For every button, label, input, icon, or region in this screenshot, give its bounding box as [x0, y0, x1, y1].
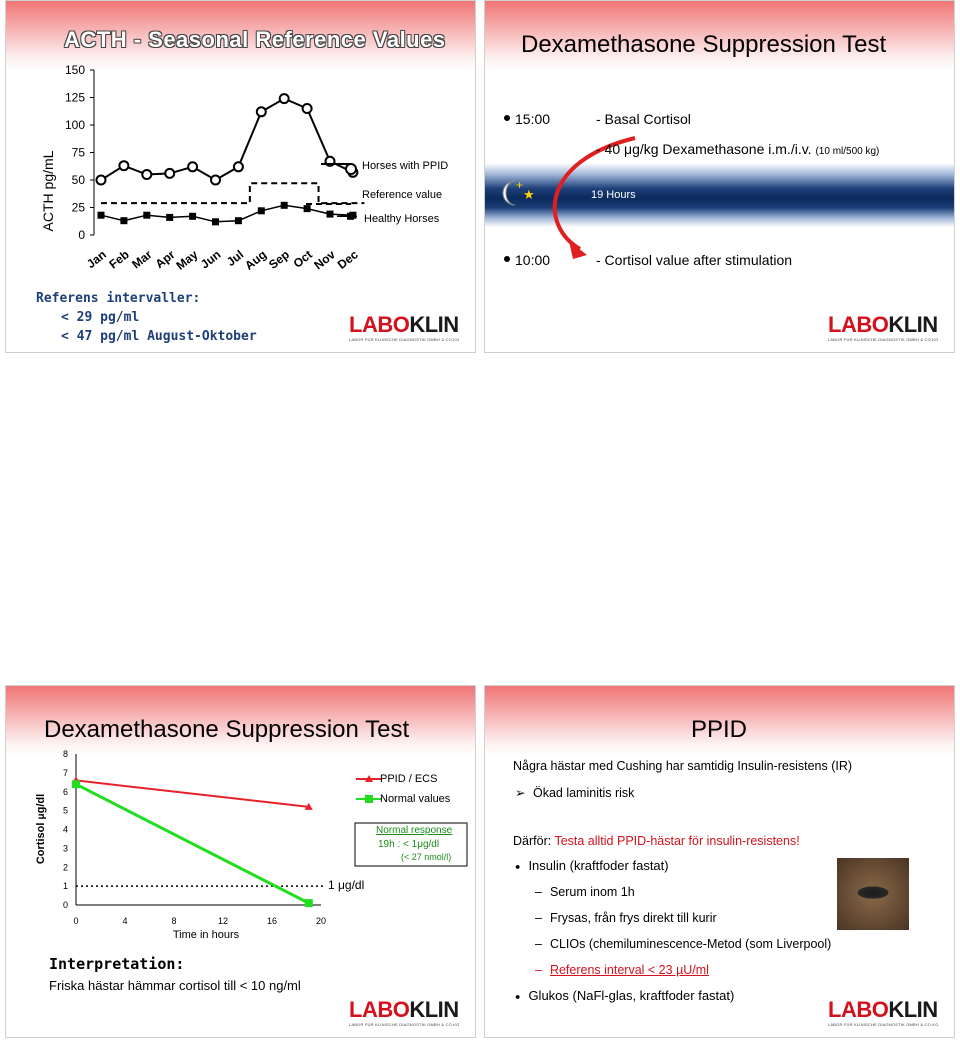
- x-tick-label: Dec: [334, 247, 361, 272]
- x-tick-label: Jul: [223, 247, 247, 270]
- x-tick-label: May: [173, 247, 201, 273]
- bullet-glucose: ● Glukos (NaFl-glas, kraftfoder fastat): [515, 988, 735, 1003]
- y-axis-label: ACTH pg/mL: [40, 150, 56, 232]
- timeline-graphics: [485, 1, 955, 353]
- time-end: 10:00: [515, 252, 551, 268]
- x-tick-label: 20: [315, 916, 327, 926]
- x-tick-label: Oct: [290, 247, 315, 271]
- ppid-point: [97, 176, 106, 185]
- x-tick-label: 16: [266, 916, 278, 926]
- ppid-point: [303, 104, 312, 113]
- healthy-point: [120, 217, 127, 224]
- ppid-point: [119, 161, 128, 170]
- normal-point: [72, 780, 80, 788]
- horse-eye-image: [837, 858, 909, 930]
- star-icon: ★: [523, 187, 535, 202]
- sparkle-icon: +: [516, 178, 524, 192]
- y-tick-label: 6: [62, 786, 68, 797]
- arrow-bullet-icon: ➢: [515, 786, 526, 800]
- normal-response-title: Normal response: [376, 825, 453, 836]
- x-tick-label: Aug: [242, 247, 270, 273]
- healthy-point: [166, 214, 173, 221]
- normal-response-nmol: (< 27 nmol/l): [401, 852, 452, 862]
- y-tick-label: 75: [71, 145, 85, 160]
- slide-title: Dexamethasone Suppression Test: [521, 31, 887, 58]
- legend-ref: Reference value: [362, 189, 443, 201]
- healthy-point: [327, 211, 334, 218]
- sub-serum: – Serum inom 1h: [535, 885, 635, 899]
- y-tick-label: 2: [62, 862, 68, 873]
- y-tick-label: 3: [62, 843, 68, 854]
- basal-cortisol: - Basal Cortisol: [596, 111, 691, 127]
- ppid-line-2: ➢ Ökad laminitis risk: [515, 786, 635, 800]
- x-tick-label: Mar: [129, 247, 155, 272]
- ppid-point: [165, 169, 174, 178]
- bullet: [504, 256, 510, 262]
- y-tick-label: 4: [62, 824, 68, 835]
- ppid-point: [234, 162, 243, 171]
- y-tick-label: 150: [64, 63, 85, 77]
- healthy-point: [258, 207, 265, 214]
- x-axis-label: Time in hours: [172, 929, 240, 941]
- laboklin-logo: LABOKLIN LABOR FÜR KLINISCHE DIAGNOSTIK GMBH & CO.KG: [349, 312, 460, 342]
- series-reference-line: [101, 183, 364, 203]
- x-tick-label: 8: [171, 916, 177, 926]
- hours-label: 19 Hours: [591, 189, 636, 201]
- legend-healthy: Healthy Horses: [364, 213, 440, 225]
- x-tick-label: 0: [73, 916, 79, 926]
- sub-freeze: – Frysas, från frys direkt till kurir: [535, 911, 717, 925]
- moon-icon: [503, 181, 515, 205]
- healthy-point: [304, 205, 311, 212]
- y-tick-label: 0: [78, 228, 85, 242]
- threshold-label: 1 μg/dl: [328, 878, 365, 892]
- y-tick-label: 5: [62, 805, 68, 816]
- legend-ppid: Horses with PPID: [362, 160, 449, 172]
- bullet: [504, 115, 510, 121]
- ppid-point: [280, 94, 289, 103]
- healthy-point: [235, 217, 242, 224]
- ppid-point: [257, 107, 266, 116]
- ppid-point: [142, 170, 151, 179]
- interpretation-text: Friska hästar hämmar cortisol till < 10 ng/ml: [49, 978, 301, 993]
- cortisol-after: - Cortisol value after stimulation: [596, 252, 793, 268]
- dex-dose: - 40 μg/kg Dexamethasone i.m./i.v. (10 ml/500 kg): [596, 141, 880, 157]
- slide-ppid: [484, 685, 955, 1038]
- legend-normal: Normal values: [380, 793, 451, 805]
- y-tick-label: 0: [62, 900, 68, 910]
- arrow-head-icon: [569, 241, 587, 259]
- laboklin-logo: LABOKLIN LABOR FÜR KLINISCHE DIAGNOSTIK GMBH & CO.KG: [349, 997, 460, 1027]
- ppid-point: [188, 162, 197, 171]
- acth-chart: [6, 56, 476, 296]
- x-tick-label: 12: [217, 916, 229, 926]
- x-tick-label: Sep: [266, 247, 293, 272]
- slide-acth-seasonal: [5, 0, 476, 353]
- x-tick-label: Jun: [197, 247, 224, 272]
- sub-reference: – Referens interval < 23 µU/ml: [535, 963, 709, 977]
- series-ppid-line: [101, 99, 353, 180]
- x-tick-label: 4: [122, 916, 128, 926]
- x-tick-label: Feb: [106, 247, 132, 272]
- y-tick-label: 25: [71, 200, 85, 215]
- ppid-point: [211, 176, 220, 185]
- ppid-line-1: Några hästar med Cushing har samtidig Insulin-resistens (IR): [513, 759, 853, 773]
- slide-dex-protocol: [484, 0, 955, 353]
- sub-clia: – CLIOs (chemiluminescence-Metod (som Liverpool): [535, 937, 832, 951]
- slide-title: Dexamethasone Suppression Test: [44, 716, 410, 743]
- x-tick-label: Jan: [83, 247, 109, 272]
- bullet-insulin: ● Insulin (kraftfoder fastat): [515, 858, 669, 873]
- series-healthy-line: [101, 205, 353, 222]
- legend-normal-marker: [365, 795, 373, 803]
- y-tick-label: 1: [62, 881, 68, 892]
- x-tick-label: Nov: [311, 247, 338, 273]
- time-start: 15:00: [515, 111, 551, 127]
- slide-title: PPID: [691, 716, 748, 743]
- ref-line-2: < 47 pg/ml August-Oktober: [61, 329, 257, 344]
- y-tick-label: 100: [64, 118, 85, 132]
- y-tick-label: 7: [62, 767, 68, 778]
- healthy-point: [281, 202, 288, 209]
- laboklin-logo: LABOKLIN LABOR FÜR KLINISCHE DIAGNOSTIK GMBH & CO.KG: [828, 997, 939, 1027]
- slide-dex-results: [5, 685, 476, 1038]
- ref-heading: Referens intervaller:: [36, 291, 201, 306]
- laboklin-logo: LABOKLIN LABOR FÜR KLINISCHE DIAGNOSTIK GMBH & CO.KG: [828, 312, 939, 342]
- healthy-point: [189, 213, 196, 220]
- healthy-point: [212, 218, 219, 225]
- interpretation-heading: Interpretation:: [49, 955, 185, 973]
- legend-ppid-marker: [346, 164, 356, 174]
- y-tick-label: 8: [62, 749, 68, 759]
- healthy-point: [98, 212, 105, 219]
- healthy-point: [143, 212, 150, 219]
- slide-title: ACTH - Seasonal Reference Values: [64, 27, 446, 52]
- normal-response-value: 19h : < 1μg/dl: [378, 839, 440, 850]
- y-axis-label: Cortisol μg/dl: [35, 793, 47, 865]
- x-tick-label: Apr: [152, 247, 178, 272]
- y-tick-label: 125: [64, 90, 85, 105]
- ppid-line-3: Därför: Testa alltid PPID-hästar för insulin-resistens!: [513, 834, 800, 848]
- normal-point: [305, 899, 313, 907]
- legend-ppid: PPID / ECS: [380, 773, 438, 785]
- ref-line-1: < 29 pg/ml: [61, 310, 140, 325]
- y-tick-label: 50: [71, 173, 85, 187]
